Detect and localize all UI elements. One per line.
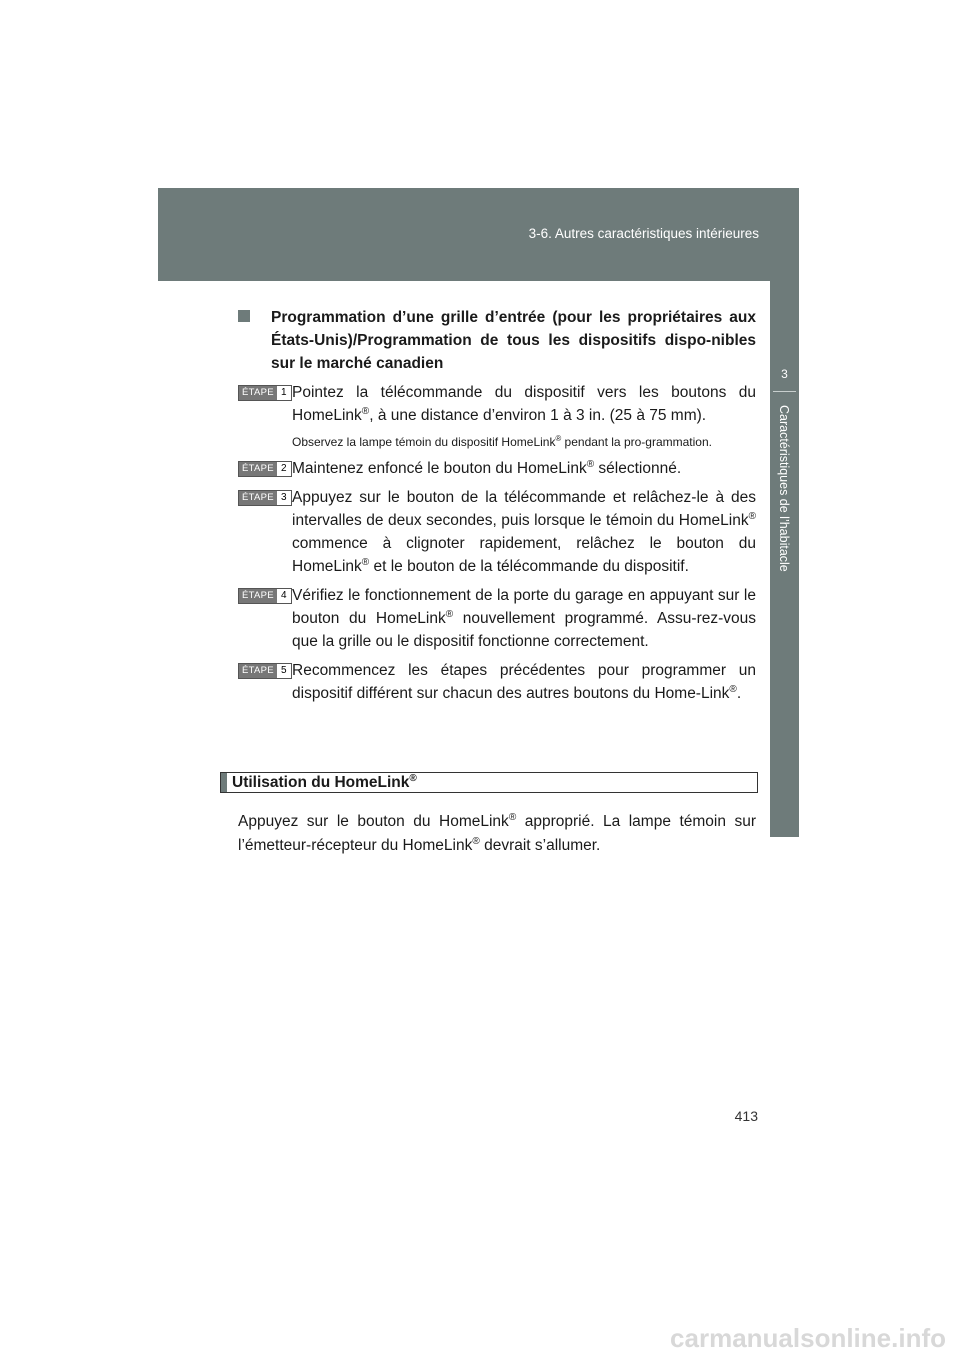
step-5: ÉTAPE 5 Recommencez les étapes précédentes pour programmer un dispositif différent sur chacun des autres boutons du Home-Link®. (238, 659, 756, 705)
step-note: Observez la lampe témoin du dispositif HomeLink® pendant la pro-grammation. (292, 434, 712, 449)
subheading-accent-bar (221, 773, 227, 792)
subheading-box: Utilisation du HomeLink® (220, 772, 758, 793)
section-title: Programmation d’une grille d’entrée (pour les propriétaires aux États-Unis)/Programmation de tous les dispositifs dispo-nibles sur le marché canadien (238, 306, 756, 375)
step-badge: ÉTAPE 3 (238, 490, 292, 506)
step-1: ÉTAPE 1 Pointez la télécommande du dispositif vers les boutons du HomeLink®, à une distance d’environ 1 à 3 in. (25 à 75 mm). Observez la lampe témoin du dispositif HomeLink® pendant la pro-grammation. (238, 381, 756, 451)
step-3: ÉTAPE 3 Appuyez sur le bouton de la télécommande et relâchez-le à des intervalles de deux secondes, puis lorsque le témoin du HomeLink® commence à clignoter rapidement, relâchez le bouton du HomeLink® et le bouton de la télécommande du dispositif. (238, 486, 756, 578)
step-badge: ÉTAPE 5 (238, 663, 292, 679)
chapter-label: Caractéristiques de l’habitacle (777, 405, 791, 572)
header-title: 3-6. Autres caractéristiques intérieures (528, 226, 759, 241)
side-tab-divider (773, 391, 796, 392)
step-badge: ÉTAPE 1 (238, 385, 292, 401)
chapter-side-tab (770, 281, 799, 837)
usage-paragraph: Appuyez sur le bouton du HomeLink® approprié. La lampe témoin sur l’émetteur-récepteur du HomeLink® devrait s’allumer. (238, 811, 756, 854)
square-bullet-icon (238, 310, 250, 322)
step-badge: ÉTAPE 4 (238, 588, 292, 604)
header-band (158, 188, 799, 281)
main-content (238, 306, 756, 711)
step-badge: ÉTAPE 2 (238, 461, 292, 477)
step-4: ÉTAPE 4 Vérifiez le fonctionnement de la porte du garage en appuyant sur le bouton du HomeLink® nouvellement programmé. Assu-rez-vous que la grille ou le dispositif fonctionne correctement. (238, 584, 756, 653)
step-2: ÉTAPE 2 Maintenez enfoncé le bouton du HomeLink® sélectionné. (238, 457, 756, 480)
chapter-number: 3 (781, 367, 788, 381)
watermark: carmanualsonline.info (670, 1323, 946, 1353)
page-number: 413 (734, 1108, 758, 1124)
